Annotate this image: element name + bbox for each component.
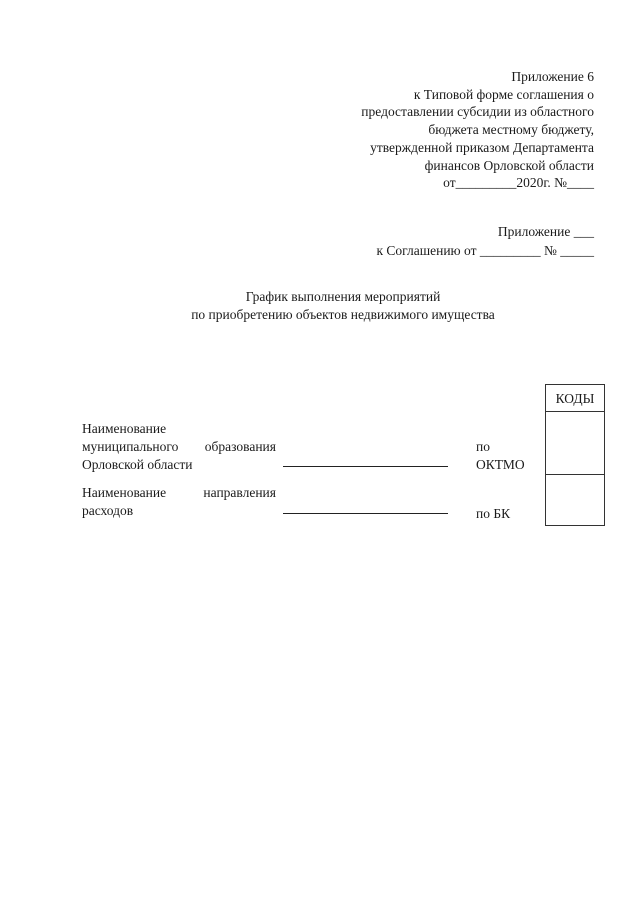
annex-agreement-ref: к Соглашению от _________ № _____ (376, 243, 594, 258)
expense-direction-label (82, 484, 278, 520)
codes-table (545, 384, 605, 526)
municipality-fill-line[interactable] (283, 466, 448, 467)
municipality-label-line-3: Орловской области (82, 457, 193, 472)
bk-label: по БК (476, 506, 511, 521)
expense-direction-fill-line[interactable] (283, 513, 448, 514)
title-line-1: График выполнения мероприятий (245, 289, 441, 304)
oktmo-code-cell[interactable] (546, 412, 604, 475)
oktmo-label-line-1: по (476, 439, 490, 454)
municipality-label-word-b: образования (204, 439, 276, 454)
expense-direction-label-line-1 (82, 484, 276, 502)
expense-direction-label-line-2: расходов (82, 503, 134, 518)
document-title (0, 288, 640, 324)
bk-code-cell[interactable] (546, 475, 604, 525)
header-line-3: предоставлении субсидии из областного (361, 104, 594, 120)
title-line-2: по приобретению объектов недвижимого имущества (191, 307, 495, 322)
expense-direction-word-b: направления (203, 485, 276, 500)
header-line-7: от_________2020г. №____ (443, 175, 594, 191)
municipality-label-line-2 (82, 438, 276, 456)
attachment-header (361, 68, 594, 192)
oktmo-label-line-2: ОКТМО (476, 457, 525, 472)
annex-number: Приложение ___ (497, 224, 594, 239)
oktmo-label (476, 438, 525, 474)
expense-direction-word-a: Наименование (82, 485, 167, 500)
municipality-label (82, 420, 278, 474)
municipality-label-line-1: Наименование (82, 421, 167, 436)
agreement-annex-reference (376, 222, 594, 260)
header-line-1: Приложение 6 (511, 69, 594, 84)
header-line-5: утвержденной приказом Департамента (370, 139, 594, 155)
header-line-4: бюджета местному бюджету, (428, 122, 594, 138)
municipality-label-word-a: муниципального (82, 439, 179, 454)
header-line-6: финансов Орловской области (424, 157, 594, 173)
header-line-2: к Типовой форме соглашения о (413, 86, 594, 102)
codes-table-header: КОДЫ (546, 385, 604, 412)
